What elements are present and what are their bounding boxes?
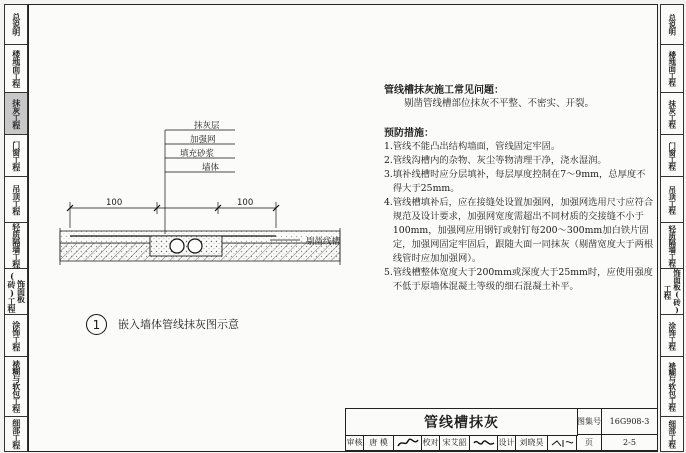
label-filling-mortar: 填充砂浆	[180, 149, 215, 159]
chapter-tab[interactable]: 细部工程	[11, 419, 22, 449]
page-number: 2-5	[602, 435, 657, 451]
chapter-tab[interactable]: 饰面板(砖)工程	[663, 269, 682, 314]
measure-item: 4. 管线槽填补后，应在接缝处设置加强网，加强网选用尺寸应符合规范及设计要求，加强网宽度需超出不同材质的交接缝不小于100mm，加强网应用钢钉或射钉每200～300mm加白铁片固定，加强网固定牢固后，跟随大面一同抹灰（剔凿宽度大于两根线管时应加加强网）。	[384, 197, 654, 264]
label-wall: 墙体	[202, 163, 220, 173]
conduit-pipe	[170, 239, 184, 253]
chapter-tab[interactable]: 楼地面工程	[661, 45, 683, 93]
chapter-tab[interactable]: 门窗工程	[5, 135, 27, 177]
measure-item: 2. 管线沟槽内的杂物、灰尘等物清理干净，浇水湿润。	[384, 155, 607, 166]
chapter-tab[interactable]: 抹灰工程	[5, 93, 27, 135]
chapter-tab[interactable]: 总说明	[661, 5, 683, 45]
design-label: 设计	[498, 435, 516, 451]
chapter-tab[interactable]: 轻质隔墙工程	[661, 223, 683, 269]
signature-mark	[396, 437, 420, 449]
chapter-tab[interactable]: 楼地面工程	[5, 45, 27, 93]
measure-item: 1. 管线不能凸出结构墙面，管线固定牢固。	[384, 141, 561, 152]
label-plaster-layer: 抹灰层	[194, 121, 220, 131]
chapter-tab[interactable]: 涂饰工程	[661, 315, 683, 357]
conduit-pipe	[188, 239, 202, 253]
sheet-title: 管线槽抹灰	[346, 409, 578, 436]
page-label: 页	[577, 435, 602, 451]
chapter-tab[interactable]: 轻质隔墙工程	[5, 223, 27, 269]
chapter-tab[interactable]: 总说明	[5, 5, 27, 45]
label-groove: 剔凿线槽	[306, 237, 341, 247]
dim-left: 100	[106, 198, 123, 208]
atlas-number: 16G908-3	[602, 409, 657, 435]
figure-number: 1	[86, 314, 107, 335]
chapter-tab[interactable]: 裱糊与软包工程	[661, 357, 683, 417]
designer-name: 刘晓昊	[516, 435, 548, 451]
designer-signature	[548, 435, 577, 451]
label-reinforcing-mesh: 加强网	[190, 135, 216, 145]
chapter-tab[interactable]: 饰面板(砖)工程	[5, 269, 27, 315]
title-block	[345, 408, 657, 451]
problems-title: 管线槽抹灰施工常见问题：	[384, 85, 504, 96]
problems-text: 剔凿管线槽部位抹灰不平整、不密实、开裂。	[404, 98, 595, 109]
check-label: 校对	[422, 435, 440, 451]
signature-mark	[472, 437, 496, 449]
measures-title: 预防措施：	[384, 128, 434, 139]
measure-item: 3. 填补线槽时应分层填补，每层厚度控制在7～9mm，总厚度不得大于25mm。	[384, 169, 646, 194]
atlas-label: 图集号	[577, 409, 602, 435]
figure-caption: 嵌入墙体管线抹灰图示意	[118, 318, 239, 331]
checker-name: 宋艾韶	[440, 435, 470, 451]
reviewer-signature	[394, 435, 422, 451]
signature-mark	[550, 437, 574, 449]
review-label: 审核	[346, 435, 364, 451]
right-chapter-tabs	[660, 4, 684, 452]
checker-signature	[470, 435, 498, 451]
chapter-tab[interactable]: 吊顶工程	[5, 177, 27, 223]
chapter-tab[interactable]: 裱糊与软包工程	[5, 357, 27, 417]
measure-item: 5. 管线槽整体宽度大于200mm或深度大于25mm时，应使用强度不低于原墙体混凝土等级的细石混凝土补平。	[384, 267, 653, 292]
reviewer-name: 唐 模	[364, 435, 394, 451]
dim-right: 100	[237, 198, 254, 208]
measures-list	[384, 140, 654, 294]
chapter-tab[interactable]: 涂饰工程	[5, 315, 27, 357]
chapter-tab[interactable]: 门窗工程	[661, 135, 683, 177]
chapter-tab[interactable]: 细部工程	[667, 420, 677, 448]
left-chapter-tabs	[4, 4, 28, 452]
chapter-tab[interactable]: 抹灰工程	[661, 93, 683, 135]
chapter-tab[interactable]: 吊顶工程	[661, 177, 683, 223]
